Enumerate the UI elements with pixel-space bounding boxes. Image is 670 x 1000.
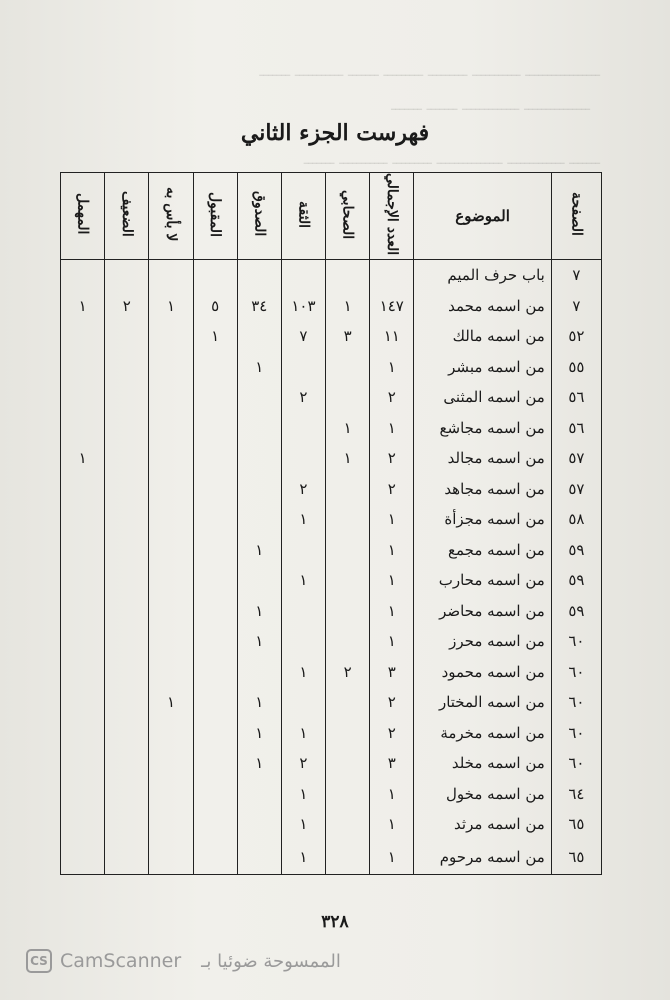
cell-weak	[105, 748, 149, 779]
cell-no-harm	[149, 779, 193, 810]
cell-total: ١	[370, 596, 414, 627]
cell-weak	[105, 352, 149, 383]
table-row	[61, 748, 602, 779]
cell-companion: ٢	[326, 657, 370, 688]
table-row	[61, 382, 602, 413]
cell-page: ٥٦	[551, 382, 601, 413]
cell-weak	[105, 596, 149, 627]
column-header-total: العدد الإجمالي	[370, 173, 414, 260]
cell-acceptable	[193, 840, 237, 875]
cell-trustworthy: ٧	[281, 321, 325, 352]
table-row	[61, 565, 602, 596]
cell-weak	[105, 504, 149, 535]
cell-topic: من اسمه مخرمة	[414, 718, 552, 749]
cell-no-harm	[149, 260, 193, 291]
cell-truthful	[237, 565, 281, 596]
cell-total: ١	[370, 565, 414, 596]
cell-neglected	[61, 474, 105, 505]
cell-weak	[105, 260, 149, 291]
cell-neglected: ١	[61, 291, 105, 322]
cell-trustworthy: ١	[281, 504, 325, 535]
cell-truthful	[237, 443, 281, 474]
cell-trustworthy: ١	[281, 565, 325, 596]
cell-page: ٥٥	[551, 352, 601, 383]
cell-no-harm	[149, 382, 193, 413]
cell-acceptable: ٥	[193, 291, 237, 322]
cell-truthful: ١	[237, 352, 281, 383]
cell-acceptable	[193, 718, 237, 749]
cell-truthful	[237, 474, 281, 505]
cell-total: ١	[370, 840, 414, 875]
cell-truthful	[237, 504, 281, 535]
cell-neglected	[61, 687, 105, 718]
cell-total: ١	[370, 504, 414, 535]
cell-truthful: ١	[237, 535, 281, 566]
index-table	[60, 172, 602, 875]
table-row	[61, 718, 602, 749]
column-header-topic: الموضوع	[414, 173, 552, 260]
camscanner-logo-icon: CS	[26, 949, 52, 973]
cell-truthful: ١	[237, 718, 281, 749]
cell-neglected	[61, 382, 105, 413]
cell-page: ٥٨	[551, 504, 601, 535]
cell-acceptable	[193, 657, 237, 688]
cell-topic: باب حرف الميم	[414, 260, 552, 291]
cell-acceptable	[193, 352, 237, 383]
cell-total: ٢	[370, 474, 414, 505]
cell-truthful	[237, 260, 281, 291]
cell-total: ١١	[370, 321, 414, 352]
cell-page: ٦٠	[551, 718, 601, 749]
cell-acceptable	[193, 443, 237, 474]
cell-page: ٦٠	[551, 687, 601, 718]
cell-total: ١	[370, 535, 414, 566]
cell-companion	[326, 748, 370, 779]
table-row	[61, 321, 602, 352]
cell-weak	[105, 474, 149, 505]
cell-truthful: ١	[237, 748, 281, 779]
page-title: فهرست الجزء الثاني	[240, 120, 430, 146]
cell-total	[370, 260, 414, 291]
cell-trustworthy: ١٠٣	[281, 291, 325, 322]
cell-weak	[105, 443, 149, 474]
column-header-truthful: الصدوق	[237, 173, 281, 260]
cell-page: ٦٠	[551, 657, 601, 688]
cell-no-harm	[149, 535, 193, 566]
cell-total: ٢	[370, 443, 414, 474]
cell-companion	[326, 504, 370, 535]
table-row	[61, 687, 602, 718]
cell-acceptable: ١	[193, 321, 237, 352]
cell-neglected	[61, 504, 105, 535]
cell-page: ٧	[551, 260, 601, 291]
cell-neglected	[61, 321, 105, 352]
cell-topic: من اسمه مجزأة	[414, 504, 552, 535]
cell-weak	[105, 657, 149, 688]
bleed-through-text: ـــــــ ـــــــــــــ ـــــــــــــــ ـــــــــ ـــــــــــ ـــــــ	[303, 150, 600, 168]
table-row	[61, 352, 602, 383]
cell-no-harm	[149, 657, 193, 688]
cell-topic: من اسمه مجاهد	[414, 474, 552, 505]
table-row	[61, 535, 602, 566]
cell-page: ٦٥	[551, 809, 601, 840]
cell-trustworthy: ٢	[281, 748, 325, 779]
bleed-through-text: ـــــــــــــــــ ـــــــــــ ـــــــــ ـــــــــ ـــــــ ـــــــــــ ـــــــ	[259, 62, 600, 80]
table-row	[61, 809, 602, 840]
cell-trustworthy	[281, 687, 325, 718]
cell-companion: ١	[326, 443, 370, 474]
cell-companion	[326, 809, 370, 840]
cell-companion	[326, 382, 370, 413]
cell-companion: ١	[326, 291, 370, 322]
cell-total: ١	[370, 779, 414, 810]
table-row	[61, 443, 602, 474]
cell-acceptable	[193, 382, 237, 413]
cell-total: ١٤٧	[370, 291, 414, 322]
column-header-page: الصفحة	[551, 173, 601, 260]
cell-topic: من اسمه مخول	[414, 779, 552, 810]
cell-acceptable	[193, 687, 237, 718]
cell-neglected	[61, 779, 105, 810]
watermark-arabic-text: الممسوحة ضوئيا بـ	[201, 950, 341, 972]
cell-topic: من اسمه المختار	[414, 687, 552, 718]
table-row	[61, 291, 602, 322]
cell-acceptable	[193, 596, 237, 627]
cell-weak: ٢	[105, 291, 149, 322]
cell-topic: من اسمه مخلد	[414, 748, 552, 779]
cell-weak	[105, 321, 149, 352]
cell-companion	[326, 596, 370, 627]
cell-neglected	[61, 535, 105, 566]
cell-total: ٣	[370, 748, 414, 779]
cell-companion	[326, 260, 370, 291]
cell-no-harm	[149, 352, 193, 383]
cell-acceptable	[193, 626, 237, 657]
cell-weak	[105, 626, 149, 657]
cell-no-harm: ١	[149, 291, 193, 322]
cell-page: ٦٠	[551, 748, 601, 779]
cell-trustworthy	[281, 443, 325, 474]
cell-page: ٧	[551, 291, 601, 322]
cell-trustworthy: ١	[281, 657, 325, 688]
cell-topic: من اسمه مجالد	[414, 443, 552, 474]
cell-topic: من اسمه مرثد	[414, 809, 552, 840]
cell-weak	[105, 779, 149, 810]
cell-total: ٢	[370, 718, 414, 749]
cell-companion	[326, 687, 370, 718]
cell-companion: ١	[326, 413, 370, 444]
cell-topic: من اسمه مالك	[414, 321, 552, 352]
cell-topic: من اسمه مرحوم	[414, 840, 552, 875]
cell-acceptable	[193, 565, 237, 596]
cell-total: ٢	[370, 382, 414, 413]
cell-total: ١	[370, 352, 414, 383]
column-header-no-harm: لا بأس به	[149, 173, 193, 260]
cell-companion: ٣	[326, 321, 370, 352]
cell-companion	[326, 474, 370, 505]
cell-neglected	[61, 748, 105, 779]
table-row	[61, 840, 602, 875]
cell-neglected	[61, 260, 105, 291]
table-row	[61, 260, 602, 291]
cell-weak	[105, 718, 149, 749]
bleed-through-text: ـــــــــــــــ ـــــــــــــ ـــــــ ـــــــ	[391, 96, 590, 114]
cell-neglected	[61, 596, 105, 627]
cell-page: ٥٧	[551, 474, 601, 505]
cell-page: ٦٥	[551, 840, 601, 875]
cell-weak	[105, 382, 149, 413]
cell-page: ٥٢	[551, 321, 601, 352]
cell-weak	[105, 809, 149, 840]
cell-neglected	[61, 626, 105, 657]
cell-companion	[326, 535, 370, 566]
cell-trustworthy	[281, 626, 325, 657]
cell-total: ٢	[370, 687, 414, 718]
cell-weak	[105, 840, 149, 875]
cell-truthful	[237, 840, 281, 875]
cell-companion	[326, 718, 370, 749]
cell-truthful: ١	[237, 687, 281, 718]
column-header-neglected: المهمل	[61, 173, 105, 260]
cell-page: ٥٩	[551, 535, 601, 566]
cell-neglected	[61, 657, 105, 688]
cell-truthful	[237, 413, 281, 444]
cell-acceptable	[193, 413, 237, 444]
cell-trustworthy: ١	[281, 840, 325, 875]
cell-page: ٥٩	[551, 596, 601, 627]
cell-neglected	[61, 565, 105, 596]
cell-acceptable	[193, 535, 237, 566]
cell-acceptable	[193, 748, 237, 779]
table-row	[61, 413, 602, 444]
cell-acceptable	[193, 504, 237, 535]
cell-weak	[105, 535, 149, 566]
table-row	[61, 779, 602, 810]
cell-no-harm	[149, 809, 193, 840]
cell-neglected	[61, 718, 105, 749]
cell-no-harm	[149, 748, 193, 779]
cell-no-harm	[149, 443, 193, 474]
watermark-brand: CamScanner	[60, 950, 182, 972]
cell-neglected	[61, 840, 105, 875]
cell-truthful: ٣٤	[237, 291, 281, 322]
cell-neglected: ١	[61, 443, 105, 474]
cell-companion	[326, 840, 370, 875]
cell-trustworthy: ١	[281, 718, 325, 749]
cell-acceptable	[193, 779, 237, 810]
column-header-acceptable: المقبول	[193, 173, 237, 260]
cell-trustworthy	[281, 596, 325, 627]
column-header-weak: الضعيف	[105, 173, 149, 260]
cell-topic: من اسمه محارب	[414, 565, 552, 596]
cell-no-harm	[149, 321, 193, 352]
table-row	[61, 504, 602, 535]
cell-total: ١	[370, 413, 414, 444]
cell-trustworthy: ١	[281, 809, 325, 840]
cell-page: ٦٠	[551, 626, 601, 657]
cell-acceptable	[193, 474, 237, 505]
table-body	[61, 260, 602, 875]
cell-acceptable	[193, 809, 237, 840]
cell-page: ٥٦	[551, 413, 601, 444]
cell-companion	[326, 565, 370, 596]
cell-weak	[105, 565, 149, 596]
scanner-watermark	[26, 946, 341, 976]
cell-trustworthy	[281, 413, 325, 444]
cell-total: ١	[370, 626, 414, 657]
table-row	[61, 596, 602, 627]
cell-no-harm	[149, 596, 193, 627]
cell-topic: من اسمه المثنى	[414, 382, 552, 413]
cell-no-harm	[149, 504, 193, 535]
cell-weak	[105, 687, 149, 718]
column-header-trustworthy: الثقة	[281, 173, 325, 260]
cell-truthful	[237, 321, 281, 352]
cell-truthful: ١	[237, 596, 281, 627]
cell-topic: من اسمه مجاشع	[414, 413, 552, 444]
cell-truthful	[237, 657, 281, 688]
cell-truthful	[237, 779, 281, 810]
cell-topic: من اسمه محرز	[414, 626, 552, 657]
cell-trustworthy: ٢	[281, 474, 325, 505]
table-row	[61, 657, 602, 688]
cell-trustworthy	[281, 352, 325, 383]
cell-page: ٦٤	[551, 779, 601, 810]
cell-total: ١	[370, 809, 414, 840]
cell-companion	[326, 779, 370, 810]
cell-no-harm	[149, 413, 193, 444]
cell-companion	[326, 352, 370, 383]
cell-trustworthy: ٢	[281, 382, 325, 413]
cell-topic: من اسمه محمد	[414, 291, 552, 322]
cell-neglected	[61, 413, 105, 444]
column-header-companion: الصحابي	[326, 173, 370, 260]
cell-topic: من اسمه مبشر	[414, 352, 552, 383]
cell-truthful: ١	[237, 626, 281, 657]
cell-total: ٣	[370, 657, 414, 688]
page-number: ٣٢٨	[321, 912, 349, 932]
table-header	[61, 173, 602, 260]
cell-truthful	[237, 809, 281, 840]
cell-no-harm	[149, 626, 193, 657]
cell-topic: من اسمه محمود	[414, 657, 552, 688]
cell-no-harm	[149, 565, 193, 596]
cell-page: ٥٧	[551, 443, 601, 474]
cell-companion	[326, 626, 370, 657]
cell-topic: من اسمه مجمع	[414, 535, 552, 566]
cell-acceptable	[193, 260, 237, 291]
cell-trustworthy	[281, 260, 325, 291]
cell-truthful	[237, 382, 281, 413]
cell-weak	[105, 413, 149, 444]
cell-topic: من اسمه محاضر	[414, 596, 552, 627]
cell-neglected	[61, 809, 105, 840]
table-row	[61, 474, 602, 505]
cell-no-harm	[149, 474, 193, 505]
table-row	[61, 626, 602, 657]
cell-no-harm	[149, 840, 193, 875]
cell-no-harm: ١	[149, 687, 193, 718]
cell-neglected	[61, 352, 105, 383]
cell-trustworthy: ١	[281, 779, 325, 810]
cell-no-harm	[149, 718, 193, 749]
cell-trustworthy	[281, 535, 325, 566]
cell-page: ٥٩	[551, 565, 601, 596]
